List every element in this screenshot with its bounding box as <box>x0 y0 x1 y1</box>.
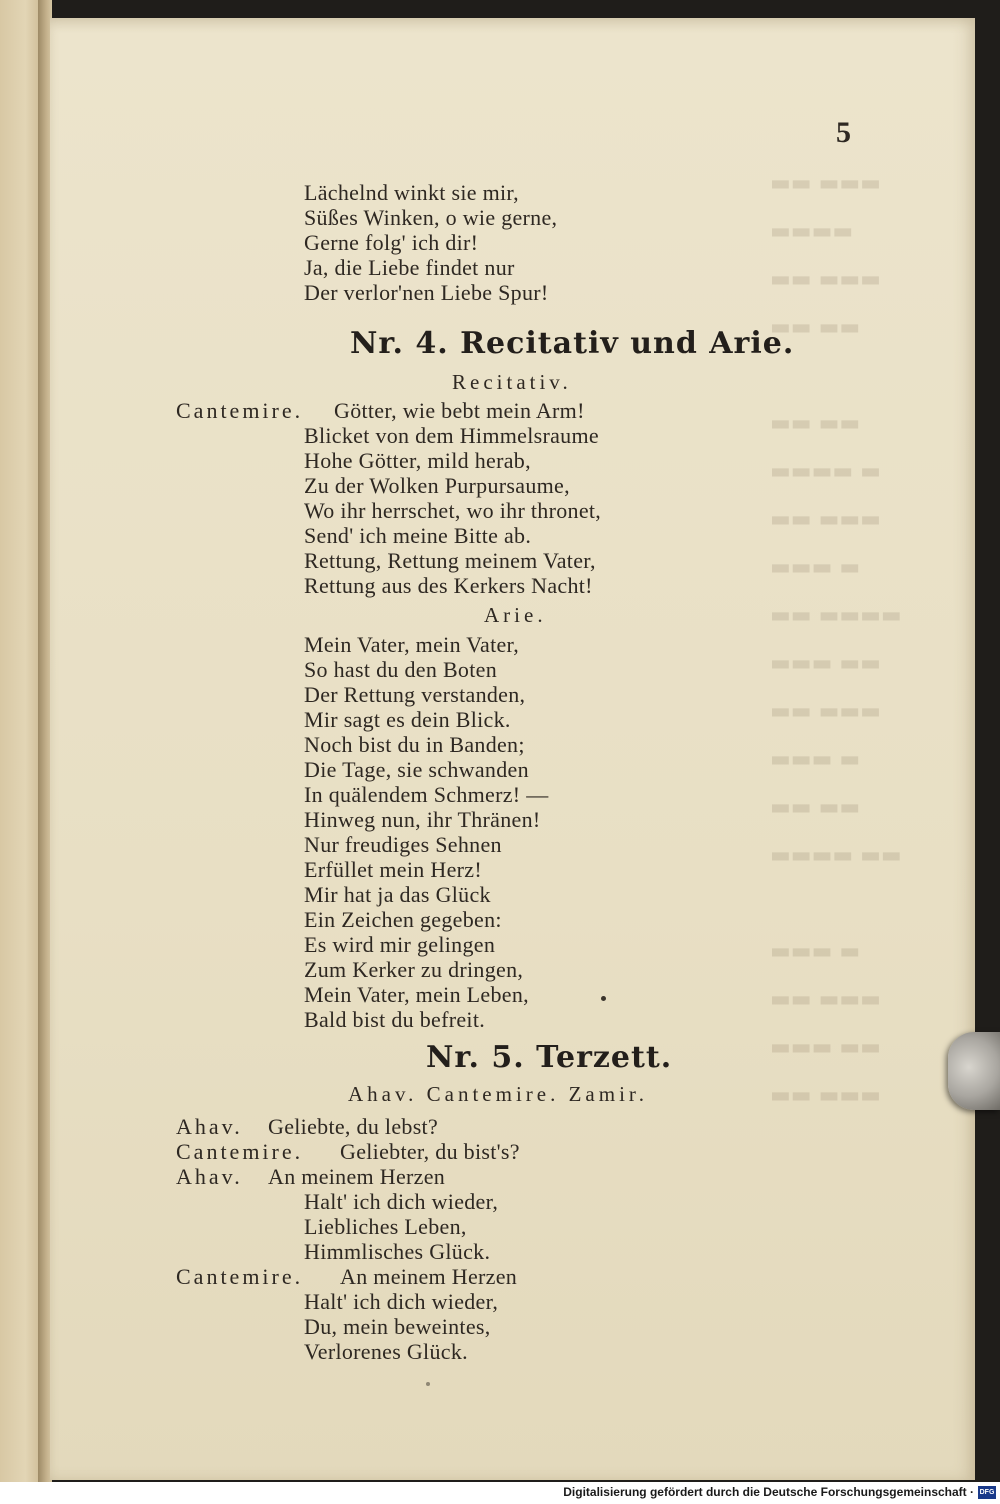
ink-spot <box>426 1382 430 1386</box>
verse-line: Halt' ich dich wieder, <box>304 1189 499 1214</box>
bleed-through-texture: ▬▬ ▬▬▬ ▬▬▬▬ ▬▬ ▬▬▬ ▬▬ ▬▬ ▬▬ ▬▬ ▬▬▬▬ ▬ ▬▬ ▬▬▬ ▬▬▬ ▬ ▬▬ ▬▬▬▬ ▬▬▬ ▬▬ ▬▬ ▬▬▬ ▬▬▬ ▬ ▬▬ ▬▬ ▬▬▬▬ ▬▬ ▬▬▬ ▬ ▬▬ ▬▬▬ ▬▬▬ ▬▬ ▬▬ ▬▬▬ <box>770 171 902 1108</box>
verse-line: Mir sagt es dein Blick. <box>304 707 511 732</box>
verse-line: Lächelnd winkt sie mir, <box>304 180 519 205</box>
verse-line: Du, mein beweintes, <box>304 1314 491 1339</box>
verse-line: An meinem Herzen <box>340 1264 518 1289</box>
verse-line: Send' ich meine Bitte ab. <box>304 523 532 548</box>
verse-line: Ein Zeichen gegeben: <box>304 907 502 932</box>
verse-line: Gerne folg' ich dir! <box>304 230 479 255</box>
verse-line: An meinem Herzen <box>268 1164 446 1189</box>
verse-line: Blicket von dem Himmelsraume <box>304 423 599 448</box>
verse-line: Süßes Winken, o wie gerne, <box>304 205 558 230</box>
speaker-name: Ahav. <box>176 1164 243 1189</box>
verse-line: Himmlisches Glück. <box>304 1239 491 1264</box>
speaker-name: Cantemire. <box>176 1264 304 1289</box>
verse-line: Geliebter, du bist's? <box>340 1139 520 1164</box>
verse-line: Es wird mir gelingen <box>304 932 496 957</box>
arie-label: Arie. <box>484 603 547 627</box>
verse-line: Mir hat ja das Glück <box>304 882 491 907</box>
verse-line: Zu der Wolken Purpursaume, <box>304 473 570 498</box>
verse-line: Bald bist du befreit. <box>304 1007 486 1032</box>
footer-credit: Digitalisierung gefördert durch die Deutsche Forschungsgemeinschaft · <box>563 1485 974 1499</box>
verse-line: Hinweg nun, ihr Thränen! <box>304 807 541 832</box>
verse-line: Ja, die Liebe findet nur <box>304 255 515 280</box>
recitativ-label: Recitativ. <box>452 370 572 394</box>
verse-line: Erfüllet mein Herz! <box>304 857 482 882</box>
verse-line: Mein Vater, mein Vater, <box>304 632 520 657</box>
verse-line: Verlorenes Glück. <box>304 1339 468 1364</box>
section-heading-nr5: Nr. 5. Terzett. <box>426 1040 673 1075</box>
verse-line: Der verlor'nen Liebe Spur! <box>304 280 549 305</box>
page-clip <box>948 1032 1000 1110</box>
verse-line: So hast du den Boten <box>304 657 497 682</box>
dfg-logo-icon: DFG <box>978 1486 996 1499</box>
verse-line: Hohe Götter, mild herab, <box>304 448 531 473</box>
verse-line: Mein Vater, mein Leben, <box>304 982 529 1007</box>
section-heading-nr4: Nr. 4. Recitativ und Arie. <box>350 326 795 361</box>
terzett-characters: Ahav. Cantemire. Zamir. <box>348 1082 648 1106</box>
verse-line: Götter, wie bebt mein Arm! <box>334 398 585 423</box>
verse-line: Rettung, Rettung meinem Vater, <box>304 548 596 573</box>
verse-line: Die Tage, sie schwanden <box>304 757 529 782</box>
page-number: 5 <box>836 116 851 149</box>
verse-line: Halt' ich dich wieder, <box>304 1289 499 1314</box>
verse-line: Noch bist du in Banden; <box>304 732 525 757</box>
verse-line: Geliebte, du lebst? <box>268 1114 439 1139</box>
verse-line: Der Rettung verstanden, <box>304 682 526 707</box>
verse-line: Wo ihr herrschet, wo ihr thronet, <box>304 498 602 523</box>
ink-spot <box>601 996 606 1001</box>
speaker-name: Ahav. <box>176 1114 243 1139</box>
verse-line: Nur freudiges Sehnen <box>304 832 502 857</box>
verse-line: Liebliches Leben, <box>304 1214 467 1239</box>
verse-line: In quälendem Schmerz! — <box>304 782 549 807</box>
speaker-name: Cantemire. <box>176 1139 304 1164</box>
speaker-name: Cantemire. <box>176 398 304 423</box>
verse-line: Rettung aus des Kerkers Nacht! <box>304 573 593 598</box>
verse-line: Zum Kerker zu dringen, <box>304 957 524 982</box>
